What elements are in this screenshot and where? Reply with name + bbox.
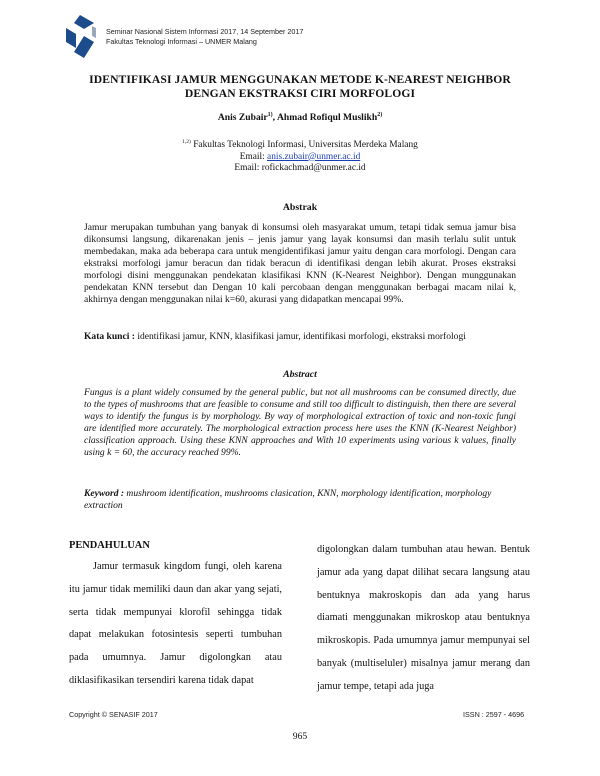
author-1: Anis Zubair [217,112,268,124]
kata-kunci [84,331,516,343]
body-paragraph-left [69,556,282,693]
body-left-text: Jamur termasuk kingdom fungi, oleh karena itu jamur tidak memiliki daun dan akar yang sejati, serta tidak mempunyai klorofil sehingga tidak dapat melakukan fotosintesis seperti tumbuhan pada umumnya. Jamur digolongkan atau diklasifikasikan tersendiri karena tidak dapat [69,561,282,686]
copyright: Copyright © SENASIF 2017 [69,710,158,719]
issn: ISSN : 2597 - 4696 [463,710,525,719]
keywords-label: Keyword : [84,488,125,499]
paper-title [60,73,540,101]
abstrak-heading: Abstrak [282,202,318,213]
email-1-link[interactable]: anis.zubair@unmer.ac.id [267,151,361,162]
kata-kunci-label: Kata kunci : [84,331,135,342]
conference-faculty: Fakultas Teknologi Informasi – UNMER Malang [106,37,257,46]
author-2: Ahmad Rofiqul Muslikh [276,112,378,124]
abstrak-text: Jamur merupakan tumbuhan yang banyak di konsumsi oleh masyarakat umum, tetapi tidak semua jamur bisa dikonsumsi langsung, dikarenakan jenis – jenis jamur yang layak konsumsi dan masih terlalu sulit untuk membedakan, maka ada beberapa cara untuk mengidentifikasi jamur yaitu dengan cara morfologi. Dengan cara ekstraksi morfologi jamur beracun dan tidak beracun di identifikasi dengan lebih akurat. Proses ekstraksi morfologi disini menggunakan pendekatan klasifikasi KNN (K-Nearest Neighbor). Dengan munggunakan pendekatan KNN tersebut dan Dengan 10 kali percobaan dengan menggunakan berbagai macam nilai k, akhirnya dengan menggunakan nilai k=60, akurasi yang didapatkan mencapai 99%. [84,222,516,305]
title-line-2: DENGAN EKSTRAKSI CIRI MORFOLOGI [184,87,416,100]
body-paragraph-right: digolongkan dalam tumbuhan atau hewan. Bentuk jamur ada yang dapat dilihat secara langsung atau bentuknya makroskopis dan ada yang harus diamati menggunakan mikroskop atau bentuknya mikroskopis. Pada umumnya jamur mempunyai sel banyak (multiseluler) misalnya jamur merang dan jamur tempe, tetapi ada juga [317,544,530,692]
kata-kunci-text: identifikasi jamur, KNN, klasifikasi jamur, identifikasi morfologi, ekstraksi morfologi [134,331,466,342]
page-number: 965 [292,731,308,742]
conference-name: Seminar Nasional Sistem Informasi 2017, 14 September 2017 [106,27,304,36]
body-column-left [69,539,282,693]
affiliation [60,137,540,175]
affiliation-institution: Fakultas Teknologi Informasi, Universitas Merdeka Malang [190,140,418,151]
body-column-right [317,539,530,699]
title-line-1: IDENTIFIKASI JAMUR MENGGUNAKAN METODE K-NEAREST NEIGHBOR [89,73,511,86]
abstract-text: Fungus is a plant widely consumed by the general public, but not all mushrooms can be consumed directly, due to the types of mushrooms that are feasible to consume and still too difficult to distinguish, then there are several ways to identify the fungus is by morphology. By way of morphological extraction of toxic and non-toxic fungi are identified more accurately. The morphological extraction process here uses the KNN (K-Nearest Neighbor) classification approach. Using these KNN approaches and With 10 experiments using various k values, finally using k = 60, the accuracy reached 99%. [84,387,516,458]
conference-header [106,27,303,47]
keywords [84,488,516,512]
affiliation-sup: 1,2) [182,139,191,145]
author-1-sup: 1) [267,112,273,118]
section-heading: PENDAHULUAN [69,540,150,551]
authors [60,112,540,123]
keywords-text: mushroom identification, mushrooms clasication, KNN, morphology identification, morphology extraction [84,488,492,511]
abstract-heading: Abstract [283,369,317,380]
email-1-label: Email: [239,151,268,162]
email-2-label: Email: [234,163,262,174]
author-separator: , [272,112,277,124]
author-2-sup: 2) [377,112,383,118]
senasif-logo-icon [62,14,98,58]
email-2: rofickachmad@unmer.ac.id [261,163,366,174]
